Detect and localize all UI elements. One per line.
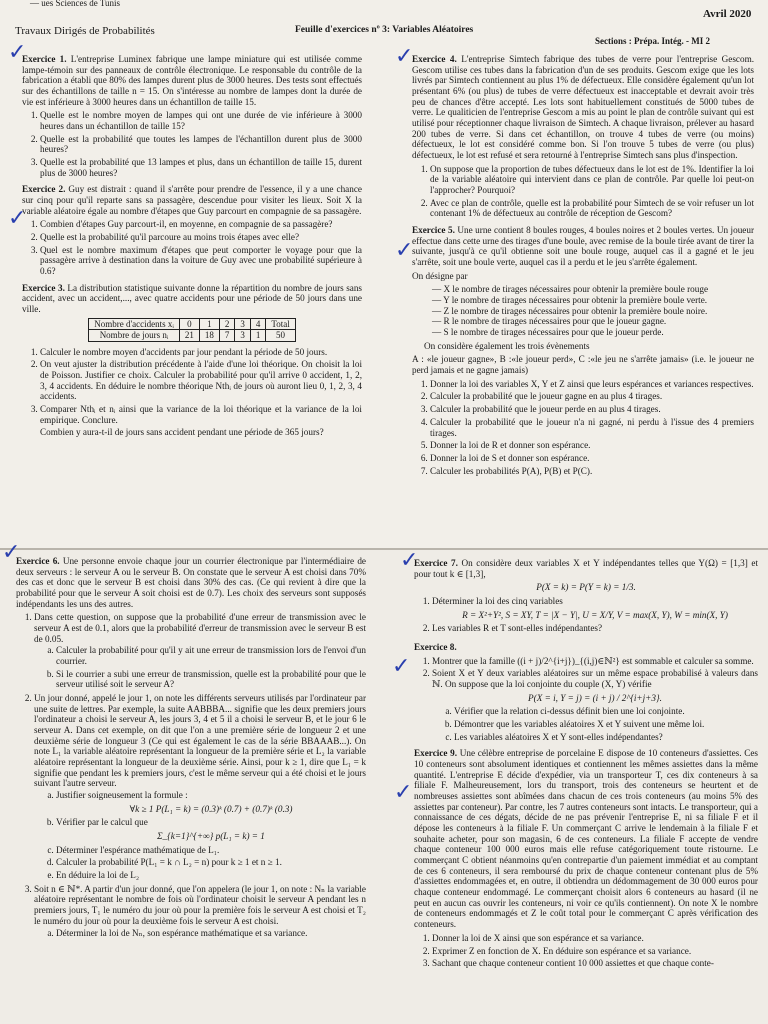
question bbox=[34, 612, 366, 690]
column-bottom-left bbox=[16, 556, 366, 1022]
column-top-left bbox=[22, 54, 362, 544]
question-text: Soient X et Y deux variables aléatoires sur un même espace probabilisé à valeurs dans ℕ. On suppose que la loi conjointe du couple (X, Y) vérifie bbox=[432, 668, 758, 690]
list-item: — Z le nombre de tirages nécessaires pour obtenir la première boule noire. bbox=[432, 306, 754, 317]
checkmark-icon: ✓ bbox=[8, 40, 27, 65]
exercise-title: Exercice 5. bbox=[412, 225, 455, 236]
formula: P(X = k) = P(Y = k) = 1/3. bbox=[536, 582, 636, 593]
question bbox=[34, 693, 366, 881]
subquestion bbox=[56, 817, 366, 841]
exercise-text: On désigne par bbox=[412, 270, 468, 281]
question: 1. Combien d'étapes Guy parcourt-il, en moyenne, en compagnie de sa passagère? bbox=[40, 219, 362, 230]
subquestion: c. Les variables aléatoires X et Y sont-elles indépendantes? bbox=[454, 732, 758, 743]
question-list bbox=[414, 596, 758, 634]
question: 2. Quelle est la probabilité que toutes les lampes de l'échantillon durent plus de 3000 heures? bbox=[40, 134, 362, 155]
subquestion: a. Calculer la probabilité pour qu'il y ait une erreur de transmission lors de l'envoi d'un courrier. bbox=[56, 645, 366, 666]
question-list bbox=[412, 164, 754, 219]
table-cell: 7 bbox=[219, 330, 235, 341]
school-name: — ues Sciences de Tunis bbox=[30, 0, 120, 8]
table-cell: 1 bbox=[250, 330, 266, 341]
question: 6. Donner la loi de S et donner son espérance. bbox=[430, 453, 754, 464]
exercise-text: Une célèbre entreprise de porcelaine E dispose de 10 conteneurs d'assiettes. Ces 10 conteneurs sont absolument identiques et contiennent les mêmes assiettes dans la même quantité. L'entreprise E décide d'expédier, via un transporteur T, ces dix conteneurs à sa filiale F. Malheureusement, lors du transport, trois des conteneurs se heurtent et de nombreuses assiettes sont abîmées dans chacun de ces trois conteneurs (au moins 5% des assiettes par conteneur). Par contre, les 7 autres conteneurs sont intacts. Le transporteur, qui a connaissance de ces dégats, décide de ne pas prévenir l'entreprise E, ni sa filiale F et il dépose les conteneurs à la filiale F. Un commerçant C arrive le lendemain à la filiale F et souhaite acheter, pour son magasin, 6 de ces conteneurs. La filiale F accepte de vendre chaque conteneur 100 000 euros mais elle refuse catégoriquement toute ristourne. Le commerçant C obtient néanmoins qu'en contrepartie d'un paiement immédiat et au comptant de ces 6 conteneurs, il sera remboursé du prix de chaque conteneur contenant plus de 5% d'assiettes endommagées et, en outre, il obtiendra un dédommagement de 30 000 euros pour chaque conteneur endommagé. Le commerçant choisit alors 6 conteneurs au hasard (il ne peut en aucun cas ouvrir les conteneurs, ni voir ce qu'ils contiennent). On note X le nombre de conteneurs endommagés et Z le coût total pour le commerçant C après vérification des conteneurs. bbox=[414, 748, 758, 930]
formula: ∀k ≥ 1 P(L₁ = k) = (0.3)ᵏ (0.7) + (0.7)ᵏ (0.3) bbox=[129, 803, 293, 814]
table-cell: 1 bbox=[199, 318, 219, 329]
subquestion bbox=[56, 790, 366, 814]
exercise-title: Exercice 9. bbox=[414, 748, 458, 759]
checkmark-icon: ✓ bbox=[400, 548, 419, 573]
question-text: Déterminer la loi des cinq variables bbox=[432, 596, 563, 607]
question-list bbox=[412, 379, 754, 476]
checkmark-icon: ✓ bbox=[2, 540, 21, 565]
table-cell: 3 bbox=[235, 318, 251, 329]
subquestion-list bbox=[34, 790, 366, 881]
table-cell: Total bbox=[266, 318, 295, 329]
sections: Sections : Prépa. Intég. - MI 2 bbox=[595, 36, 710, 46]
question: 1. Calculer le nombre moyen d'accidents par jour pendant la période de 50 jours. bbox=[40, 347, 362, 358]
question: 1. Donner la loi des variables X, Y et Z ainsi que leurs espérances et variances respectives. bbox=[430, 379, 754, 390]
exercise-3 bbox=[22, 283, 362, 315]
question: 2. Exprimer Z en fonction de X. En déduire son espérance et sa variance. bbox=[432, 946, 758, 957]
list-item: — R le nombre de tirages nécessaires pour que le joueur gagne. bbox=[432, 316, 754, 327]
question: 2. On veut ajuster la distribution précédente à l'aide d'une loi théorique. On choisit la loi de Poisson. Justifier ce choix. Calculer la probabilité pour qu'il arrive 0 accident, 1, 2, 3, 4 accidents. En déduire le nombre théorique Nthᵢ de jours où auront lieu 0, 1, 2, 3, 4 accidents. bbox=[40, 359, 362, 402]
question-text: Soit n ∈ ℕ*. A partir d'un jour donné, que l'on appelera (le jour 1, on note : Nₙ la variable aléatoire représentant le nombre de fois où l'ordinateur choisit le serveur A pendant les n premiers jours, T₁ le numéro du jour où pour la première fois le serveur A est choisi et T₂ le numéro du jour où pour la deuxième fois le serveur A est choisi. bbox=[34, 883, 366, 926]
variable-list bbox=[412, 284, 754, 337]
exercise-text: Une urne contient 8 boules rouges, 4 boules noires et 2 boules vertes. Un joueur effectue dans cette urne des tirages d'une boule, avec remise de la boule tirée avant de tirer la suivante, jusqu'à ce qu'il obtienne soit une boule rouge, auquel cas il a gagné et le jeu s'arrête, soit une boule verte, auquel cas il a perdu et le jeu s'arrête également. bbox=[412, 225, 754, 268]
exercise-text: L'entreprise Simtech fabrique des tubes de verre pour l'entreprise Gescom. Gescom utilise ces tubes dans la fabrication d'un de ses produits. Gescom exige que les lots livrés par Simtech contiennent au plus 1% de défectueux. Elle considère également qu'un lot présentant 6% (ou plus) de tubes de verre défectueux est inacceptable et devrait avoir très peu de chances d'être accepté. Les lots sont habituellement constitués de 5000 tubes de verre. Le qualiticien de l'entreprise Gescom a mis au point le plan de contrôle suivant qui est utilisé pour réceptionner chaque livraison de Simtech. A chaque livraison, prélever au hasard 200 tubes de verre. Si dans cet échantillon, on trouve 4 tubes de verre (ou moins) défectueux, le lot est considéré comme bon. Si l'on trouve 5 tubes de verre (ou plus) défectueux, le lot est refusé et sera retourné à l'entreprise Simtech sans plus d'inspection. bbox=[412, 54, 754, 161]
checkmark-icon: ✓ bbox=[395, 44, 414, 69]
subquestion: a. Vérifier que la relation ci-dessus définit bien une loi conjointe. bbox=[454, 706, 758, 717]
exercise-title: Exercice 7. bbox=[414, 558, 458, 568]
exercise-title: Exercice 1. bbox=[22, 54, 67, 64]
table-cell: Nombre de jours nᵢ bbox=[89, 330, 180, 341]
question: 1. On suppose que la proportion de tubes défectueux dans le lot est de 1%. Identifier la loi de la variable aléatoire qui intervient dans ce plan de contrôle. Par quelle loi peut-on l'approcher? Pourquoi? bbox=[430, 164, 754, 196]
question: 3. Comparer Nthᵢ et nᵢ ainsi que la variance de la loi théorique et la variance de la loi empirique. Conclure. bbox=[40, 404, 362, 425]
exercise-title: Exercice 6. bbox=[16, 556, 60, 566]
subquestion: c. Déterminer l'espérance mathématique de L₁. bbox=[56, 845, 366, 856]
list-item: — Y le nombre de tirages nécessaires pour obtenir la première boule verte. bbox=[432, 295, 754, 306]
checkmark-icon: ✓ bbox=[395, 238, 414, 263]
table-cell: Nombre d'accidents xᵢ bbox=[89, 318, 180, 329]
question: 1. Quelle est le nombre moyen de lampes qui ont une durée de vie inférieure à 3000 heures dans un échantillon de taille 15? bbox=[40, 110, 362, 131]
column-top-right bbox=[412, 54, 754, 544]
question: 2. Calculer la probabilité que le joueur gagne en au plus 4 tirages. bbox=[430, 391, 754, 402]
checkmark-icon: ✓ bbox=[392, 654, 411, 679]
question-list bbox=[414, 933, 758, 969]
formula: Σ_{k=1}^{+∞} p(L₁ = k) = 1 bbox=[157, 831, 265, 842]
list-item: — S le nombre de tirages nécessaires pour que le joueur perde. bbox=[432, 327, 754, 338]
question: 2. Avec ce plan de contrôle, quelle est la probabilité pour Simtech de se voir refuser un lot contenant 1% de défectueux au contrôle de réception de Gescom? bbox=[430, 198, 754, 219]
question: 1. Donner la loi de X ainsi que son espérance et sa variance. bbox=[432, 933, 758, 944]
table-row bbox=[89, 330, 295, 341]
table-cell: 18 bbox=[199, 330, 219, 341]
exercise-4 bbox=[412, 54, 754, 161]
question: 2. Les variables R et T sont-elles indépendantes? bbox=[432, 623, 758, 634]
question-text: Un jour donné, appelé le jour 1, on note les différents serveurs utilisés par l'ordinateur par une suite de lettres. Par exemple, la suite AABBBA... signifie que les deux premiers jours l'ordinateur a choisi le serveur A, les jours 3, 4 et 5 il a choisi le serveur B, et le jour 6 le serveur A. Dans cet exemple, on dit que l'on a une première série de longueur 2 et une deuxième série de longueur 3 (Ce qui est également le cas de la série BBAAAB...). On note L₁ la variable aléatoire représentant la longueur de la première série et L₂ la variable aléatoire représentant la longueur de la deuxième série. Ainsi, pour k ≥ 1, dire que L₁ = k signifie que pendant les k premiers jours, c'est le même serveur qui a été choisi et le jours suivant l'autre serveur. bbox=[34, 693, 366, 789]
list-item: — X le nombre de tirages nécessaires pour obtenir la première boule rouge bbox=[432, 284, 754, 295]
table-cell: 2 bbox=[219, 318, 235, 329]
subquestion-list bbox=[432, 706, 758, 742]
exercise-title: Exercice 2. bbox=[22, 184, 66, 195]
exercise-text: On considère deux variables X et Y indépendantes telles que Y(Ω) = [1,3] et pour tout k ∈ [1,3], bbox=[414, 558, 758, 579]
question: 3. Quel est le nombre maximum d'étapes que peut comporter le voyage pour que la passagère arrive à destination dans la voiture de Guy avec une probabilité supérieure à 0.6? bbox=[40, 245, 362, 277]
exercise-title: Exercice 4. bbox=[412, 54, 457, 64]
exercise-title: Exercice 3. bbox=[22, 282, 65, 293]
question bbox=[432, 668, 758, 742]
exercise-text: L'entreprise Luminex fabrique une lampe miniature qui est utilisée comme lampe-témoin sur des panneaux de contrôle électronique. Le responsable du contrôle de la fabrication a établi que 80% des lampes durent plus de 3000 heures. Des tests sont effectués sur des échantillons de taille n = 15. On s'intéresse au nombre de lampes dont la durée de vie est inférieure à 3000 heures dans un échantillon de taille 15. bbox=[22, 54, 362, 107]
exercise-7 bbox=[414, 558, 758, 579]
exercise-title: Exercice 8. bbox=[414, 642, 457, 653]
question: 3. Sachant que chaque conteneur contient 10 000 assiettes et que chaque conte- bbox=[432, 958, 758, 969]
exercise-1 bbox=[22, 54, 362, 107]
table-cell: 0 bbox=[179, 318, 199, 329]
table-cell: 3 bbox=[235, 330, 251, 341]
exercise-2 bbox=[22, 184, 362, 216]
question-list bbox=[22, 219, 362, 276]
formula: P(X = i, Y = j) = (i + j) / 2^{i+j+3}. bbox=[528, 692, 662, 703]
question-list bbox=[414, 656, 758, 743]
exercise-5 bbox=[412, 225, 754, 268]
course-title: Travaux Dirigés de Probabilités bbox=[15, 25, 155, 37]
exercise-text: Une personne envoie chaque jour un courrier électronique par l'intermédiaire de deux serveurs : le serveur A ou le serveur B. On constate que le serveur A est choisi dans 70% des cas et donc que le serveur B est choisi dans 30% des cas. (Ce qui revient à dire que la probabilité pour que le serveur A soit choisi est de 0.7). Les choix des serveurs sont supposés indépendants les uns des autres. bbox=[16, 556, 366, 609]
table-cell: 4 bbox=[250, 318, 266, 329]
question: 1. Montrer que la famille ((i + j)/2^{i+j})_{(i,j)∈ℕ²} est sommable et calculer sa somme. bbox=[432, 656, 758, 667]
exercise-text: Guy est distrait : quand il s'arrête pour prendre de l'essence, il y a une chance sur cinq pour qu'il reparte sans sa passagère, descendue pour visiter les lieux. Soit X la variable aléatoire égale au nombre d'étapes que Guy parcourt en compagnie de sa passagère. bbox=[22, 184, 362, 216]
question: 5. Donner la loi de R et donner son espérance. bbox=[430, 440, 754, 451]
subquestion-text: Vérifier par le calcul que bbox=[56, 817, 148, 828]
subquestion: e. En déduire la loi de L₂ bbox=[56, 870, 366, 881]
question: 4. Calculer la probabilité que le joueur n'a ni gagné, ni perdu à l'issue des 4 premiers tirages. bbox=[430, 417, 754, 438]
exercise-8 bbox=[414, 642, 758, 653]
exercise-text: On considère également les trois évènements bbox=[424, 340, 590, 351]
checkmark-icon: ✓ bbox=[394, 780, 413, 805]
question-list bbox=[22, 347, 362, 438]
question bbox=[34, 884, 366, 938]
question-list bbox=[16, 612, 366, 938]
question: 7. Calculer les probabilités P(A), P(B) et P(C). bbox=[430, 466, 754, 477]
subquestion: b. Démontrer que les variables aléatoires X et Y suivent une même loi. bbox=[454, 719, 758, 730]
exercise-9 bbox=[414, 748, 758, 929]
subquestion-text: Justifier soigneusement la formule : bbox=[56, 790, 188, 801]
exercise-text: A : «le joueur gagne», B :«le joueur perd», C :«le jeu ne s'arrête jamais» (i.e. le joueur ne perd jamais et ne gagne jamais) bbox=[412, 354, 754, 376]
exercise-text: La distribution statistique suivante donne la répartition du nombre de jours sans accident, avec un accident,..., avec quatre accidents pour une période de 50 jours dans une ville. bbox=[22, 282, 362, 315]
question bbox=[432, 596, 758, 620]
formula: R = X²+Y², S = XY, T = |X − Y|, U = X/Y, V = max(X, Y), W = min(X, Y) bbox=[462, 609, 728, 620]
question: 2. Quelle est la probabilité qu'il parcoure au moins trois étapes avec elle? bbox=[40, 232, 362, 243]
table-cell: 50 bbox=[266, 330, 295, 341]
question-text: Dans cette question, on suppose que la probabilité d'une erreur de transmission avec le serveur A est de 0.1, alors que la probabilité d'erreur de transmission avec le serveur B est de 0.05. bbox=[34, 612, 366, 644]
checkmark-icon: ✓ bbox=[8, 206, 27, 231]
page-fold-divider bbox=[0, 548, 768, 550]
exercise-6 bbox=[16, 556, 366, 609]
subquestion: d. Calculer la probabilité P(L₁ = k ∩ L₂ = n) pour k ≥ 1 et n ≥ 1. bbox=[56, 857, 366, 868]
table-row bbox=[89, 318, 295, 329]
subquestion-list bbox=[34, 928, 366, 939]
date: Avril 2020 bbox=[703, 8, 752, 20]
subquestion: b. Si le courrier a subi une erreur de transmission, quelle est la probabilité pour que le serveur utilisé soit le serveur A? bbox=[56, 669, 366, 690]
question: 3. Calculer la probabilité que le joueur perde en au plus 4 tirages. bbox=[430, 404, 754, 415]
subquestion-list bbox=[34, 645, 366, 690]
table-cell: 21 bbox=[179, 330, 199, 341]
sheet-title: Feuille d'exercices nº 3: Variables Aléatoires bbox=[295, 25, 474, 35]
question: Combien y aura-t-il de jours sans accident pendant une période de 365 jours? bbox=[40, 427, 324, 438]
column-bottom-right bbox=[414, 558, 758, 1022]
accident-table bbox=[88, 318, 295, 342]
question-list bbox=[22, 110, 362, 178]
subquestion: a. Déterminer la loi de Nₙ, son espérance mathématique et sa variance. bbox=[56, 928, 366, 939]
question: 3. Quelle est la probabilité que 13 lampes et plus, dans un échantillon de taille 15, durent plus de 3000 heures? bbox=[40, 157, 362, 178]
